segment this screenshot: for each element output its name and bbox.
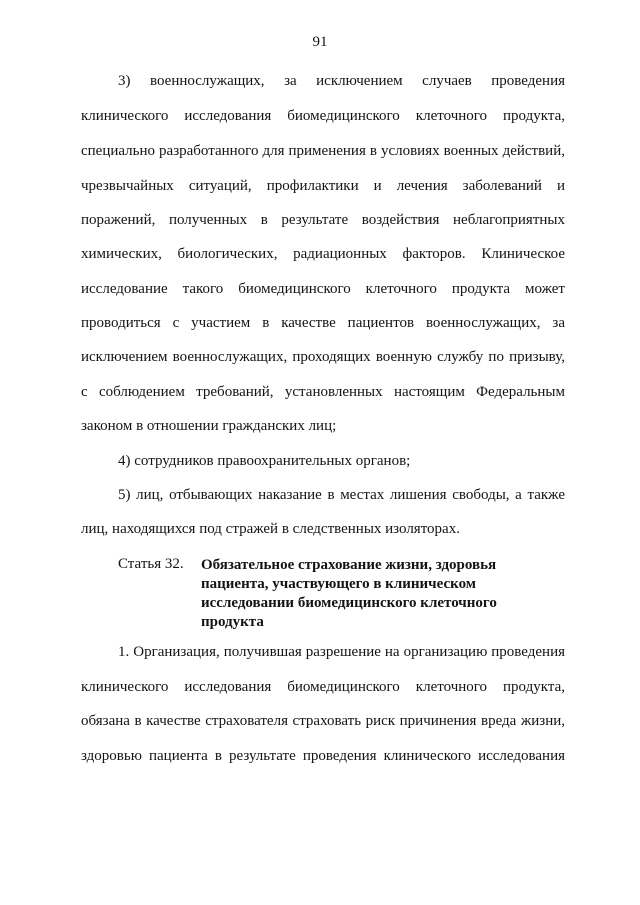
article-title-line-2: пациента, участвующего в клиническом	[201, 576, 476, 592]
article-title-line-3: исследовании биомедицинского клеточного	[201, 595, 497, 611]
paragraph-3-line-5: поражений, полученных в результате воздействия неблагоприятных	[81, 212, 565, 228]
paragraph-3-line-10: с соблюдением требований, установленных настоящим Федеральным	[81, 384, 565, 400]
clause-1-line-3: обязана в качестве страхователя страховать риск причинения вреда жизни,	[81, 713, 565, 729]
paragraph-3-line-9: исключением военнослужащих, проходящих военную службу по призыву,	[81, 349, 565, 365]
clause-1-line-1: 1. Организация, получившая разрешение на организацию проведения	[118, 644, 565, 660]
clause-1-line-2: клинического исследования биомедицинского клеточного продукта,	[81, 679, 565, 695]
paragraph-3-line-4: чрезвычайных ситуаций, профилактики и лечения заболеваний и	[81, 178, 565, 194]
paragraph-3-line-3: специально разработанного для применения в условиях военных действий,	[81, 143, 565, 159]
article-title	[201, 556, 531, 632]
paragraph-3-line-1: 3) военнослужащих, за исключением случаев проведения	[118, 73, 565, 89]
paragraph-3-line-8: проводиться с участием в качестве пациентов военнослужащих, за	[81, 315, 565, 331]
paragraph-5-line-1: 5) лиц, отбывающих наказание в местах лишения свободы, а также	[118, 487, 565, 503]
article-label: Статья 32.	[118, 556, 184, 572]
article-title-line-4: продукта	[201, 614, 264, 630]
paragraph-3-line-2: клинического исследования биомедицинского клеточного продукта,	[81, 108, 565, 124]
paragraph-4: 4) сотрудников правоохранительных органов;	[118, 453, 411, 469]
paragraph-3-line-11: законом в отношении гражданских лиц;	[81, 418, 337, 434]
paragraph-3-line-7: исследование такого биомедицинского клеточного продукта может	[81, 281, 565, 297]
article-title-line-1: Обязательное страхование жизни, здоровья	[201, 557, 497, 573]
paragraph-3-line-6: химических, биологических, радиационных факторов. Клиническое	[81, 246, 565, 262]
page-number: 91	[312, 34, 328, 50]
clause-1-line-4: здоровью пациента в результате проведения клинического исследования	[81, 748, 565, 764]
paragraph-5-line-2: лиц, находящихся под стражей в следственных изоляторах.	[81, 521, 460, 537]
